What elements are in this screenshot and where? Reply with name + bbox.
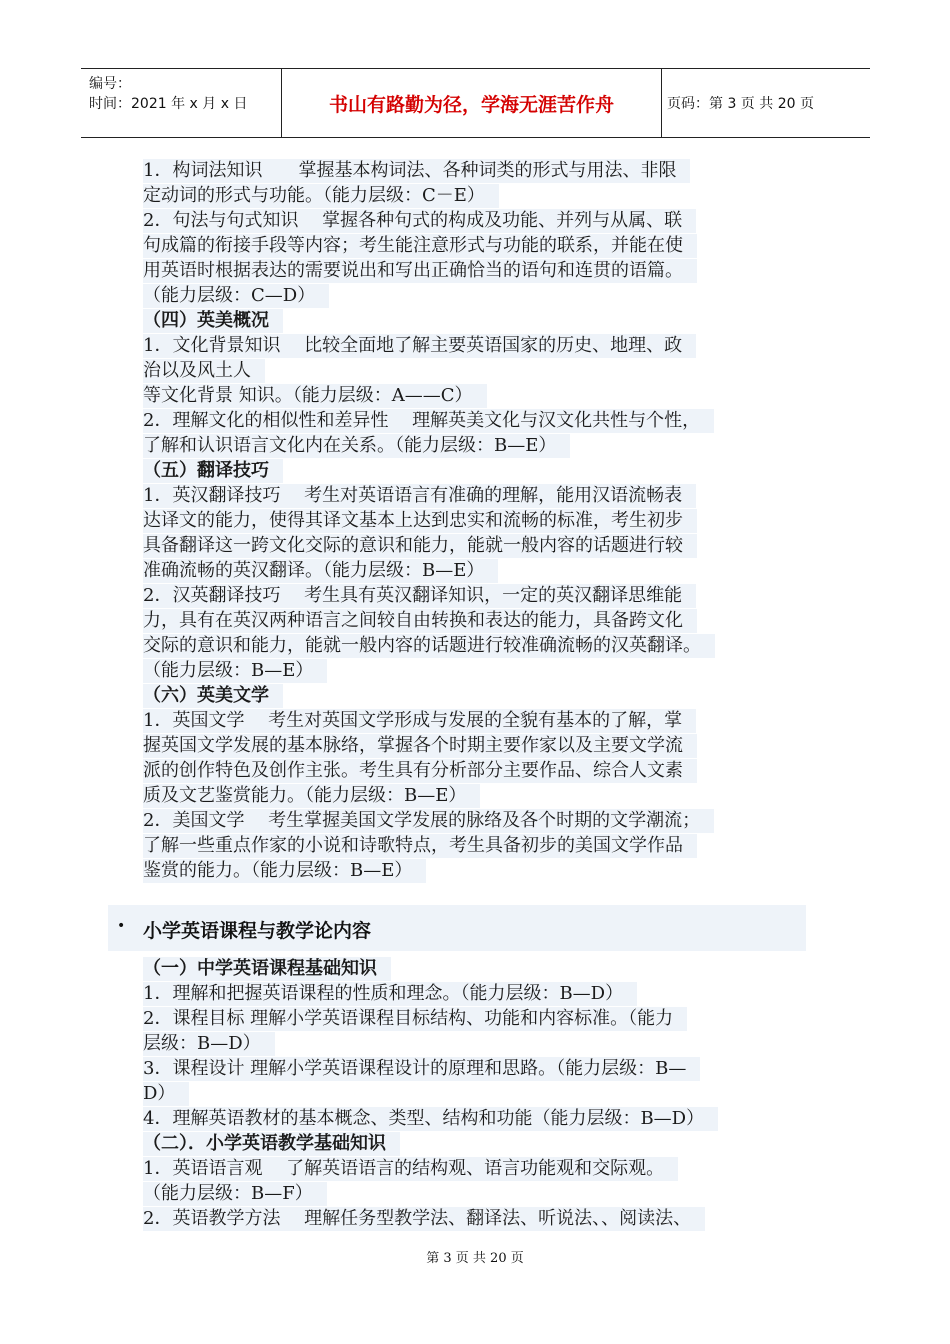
body-line: 定动词的形式与功能。（能力层级：C－E） (143, 184, 499, 208)
body-line: 4．理解英语教材的基本概念、类型、结构和功能（能力层级：B—D） (143, 1107, 718, 1131)
body-line: （能力层级：B—E） (143, 659, 327, 683)
body-line: 鉴赏的能力。（能力层级：B—E） (143, 859, 426, 883)
header-motto: 书山有路勤为径，学海无涯苦作舟 (282, 69, 662, 137)
body-line: 2．英语教学方法 理解任务型教学法、翻译法、听说法、、阅读法、 (143, 1207, 705, 1231)
body-line: 1．英语语言观 了解英语语言的结构观、语言功能观和交际观。 (143, 1157, 678, 1181)
header-meta-cell (81, 69, 282, 137)
body-line: （能力层级：B—F） (143, 1182, 327, 1206)
body-line: 1．英汉翻译技巧 考生对英语语言有准确的理解，能用汉语流畅表 (143, 484, 696, 508)
body-line: 达译文的能力，使得其译文基本上达到忠实和流畅的标准，考生初步 (143, 509, 697, 533)
document-date-label: 时间：2021 年 x 月 x 日 (89, 96, 248, 112)
body-line: 2．汉英翻译技巧 考生具有英汉翻译知识，一定的英汉翻译思维能 (143, 584, 696, 608)
body-line: 1．理解和把握英语课程的性质和理念。（能力层级：B—D） (143, 982, 637, 1006)
body-line: 句成篇的衔接手段等内容；考生能注意形式与功能的联系，并能在使 (143, 234, 697, 258)
document-number-label: 编号： (89, 76, 131, 92)
section-title: 小学英语课程与教学论内容 (143, 920, 372, 942)
body-line: 派的创作特色及创作主张。考生具有分析部分主要作品、综合人文素 (143, 759, 697, 783)
body-line: 2．课程目标 理解小学英语课程目标结构、功能和内容标准。（能力 (143, 1007, 687, 1031)
page-footer: 第 3 页 共 20 页 (426, 1251, 524, 1266)
body-line: 了解一些重点作家的小说和诗歌特点，考生具备初步的美国文学作品 (143, 834, 697, 858)
body-line: 1．文化背景知识 比较全面地了解主要英语国家的历史、地理、政 (143, 334, 696, 358)
body-line: 交际的意识和能力，能就一般内容的话题进行较准确流畅的汉英翻译。 (143, 634, 715, 658)
body-line: 2．理解文化的相似性和差异性 理解英美文化与汉文化共性与个性， (143, 409, 714, 433)
body-line: 1．构词法知识 掌握基本构词法、各种词类的形式与用法、非限 (143, 159, 690, 183)
body-line: 准确流畅的英汉翻译。（能力层级：B—E） (143, 559, 498, 583)
subsection-heading: （二）．小学英语教学基础知识 (143, 1132, 400, 1156)
body-line: 治以及风土人 (143, 359, 265, 383)
subsection-heading: （一）中学英语课程基础知识 (143, 957, 391, 981)
subsection-heading: （六）英美文学 (143, 684, 283, 708)
body-line: 2．句法与句式知识 掌握各种句式的构成及功能、并列与从属、联 (143, 209, 696, 233)
body-line: 具备翻译这一跨文化交际的意识和能力，能就一般内容的话题进行较 (143, 534, 697, 558)
body-line: 等文化背景 知识。（能力层级：A——C） (143, 384, 487, 408)
subsection-heading: （五）翻译技巧 (143, 459, 283, 483)
body-line: 1．英国文学 考生对英国文学形成与发展的全貌有基本的了解，掌 (143, 709, 696, 733)
body-line: 握英国文学发展的基本脉络，掌握各个时期主要作家以及主要文学流 (143, 734, 697, 758)
body-line: 3．课程设计 理解小学英语课程设计的原理和思路。（能力层级：B— (143, 1057, 700, 1081)
body-line: 力，具有在英汉两种语言之间较自由转换和表达的能力，具备跨文化 (143, 609, 697, 633)
body-line: 了解和认识语言文化内在关系。（能力层级：B—E） (143, 434, 570, 458)
body-line: D） (143, 1082, 189, 1106)
body-line: 质及文艺鉴赏能力。（能力层级：B—E） (143, 784, 480, 808)
bullet-icon: • (117, 918, 126, 934)
body-line: 用英语时根据表达的需要说出和写出正确恰当的语句和连贯的语篇。 (143, 259, 697, 283)
subsection-heading: （四）英美概况 (143, 309, 283, 333)
header-page-label: 页码：第 3 页 共 20 页 (667, 96, 814, 112)
body-line: 层级：B—D） (143, 1032, 275, 1056)
page-header (81, 68, 870, 138)
body-line: （能力层级：C—D） (143, 284, 329, 308)
body-line: 2．美国文学 考生掌握美国文学发展的脉络及各个时期的文学潮流； (143, 809, 714, 833)
